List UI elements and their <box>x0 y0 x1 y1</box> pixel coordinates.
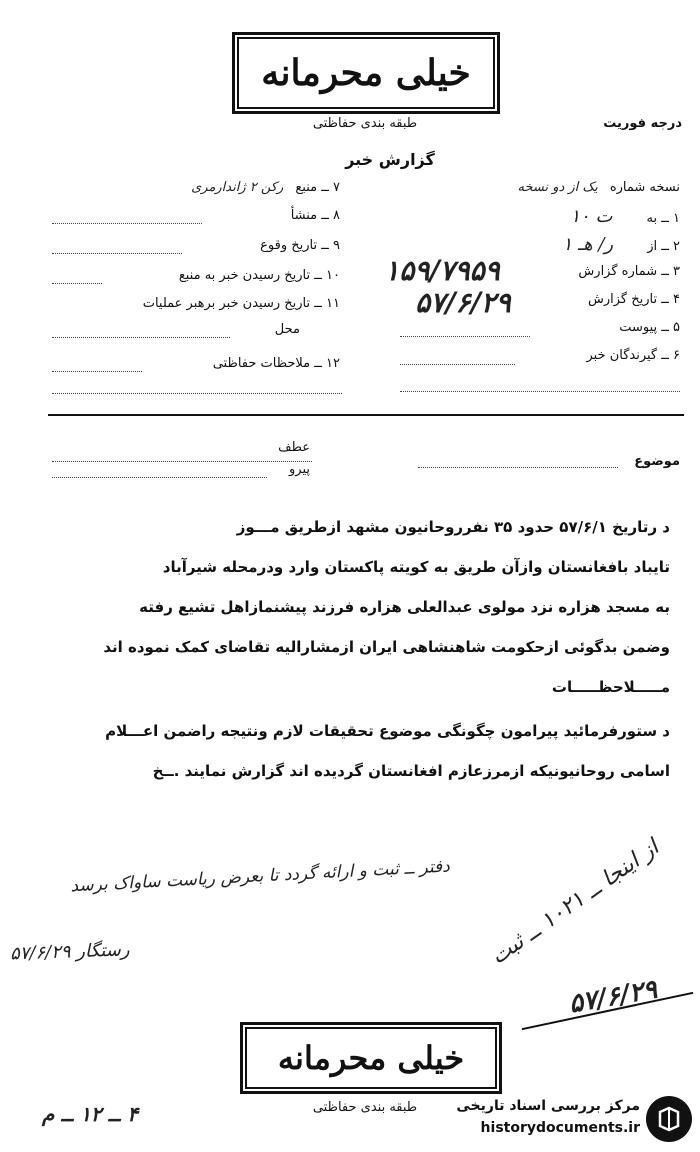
body-line-3: به مسجد هزاره نزد مولوی عبدالعلی هزاره فرزند پیشنمازاهل تشیع رفته <box>139 598 670 616</box>
header-divider <box>48 414 684 416</box>
event-date-dots <box>52 252 182 254</box>
field-news-to-leader-date: ۱۱ ــ تاریخ رسیدن خبر برهبر عملیات <box>142 296 340 311</box>
priority-label: درجه فوریت <box>603 116 682 131</box>
subject-label: موضوع <box>634 454 680 469</box>
origin-dots <box>52 222 202 224</box>
field-event-date: ۹ ــ تاریخ وقوع <box>260 238 340 253</box>
recipients-dots <box>400 363 515 365</box>
security-notes-dots <box>52 370 142 372</box>
handwritten-note-left: دفتر ــ ثبت و ارائه گردد تا بعرض ریاست ساواک برسد <box>69 856 451 897</box>
field-origin: ۸ ــ منشأ <box>290 208 340 223</box>
page-code: ۴ ــ ۱۲ ــ م <box>42 1102 138 1126</box>
field-report-date: ۴ ــ تاریخ گزارش <box>588 292 680 307</box>
top-stamp <box>232 32 500 114</box>
news-to-source-dots <box>52 282 102 284</box>
field-recipients: ۶ ــ گیرندگان خبر <box>586 348 680 363</box>
bottom-stamp-text: خیلی محرمانه <box>277 1039 465 1077</box>
report-number-value: ۱۵۹/۷۹۵۹ <box>384 254 500 287</box>
handwritten-note-left-2: رستگار ۵۷/۶/۲۹ <box>9 939 130 965</box>
atf-label: عطف <box>278 440 310 455</box>
field-attachment: ۵ ــ پیوست <box>619 320 680 335</box>
field-source: ۷ ــ منبع رکن ۲ ژاندارمری <box>191 180 340 195</box>
security-notes-dots-2 <box>52 392 342 394</box>
body-line-4: وضمن بدگوئی ازحکومت شاهنشاهی ایران ازمشارالیه تقاضای کمک نموده اند <box>103 638 670 656</box>
body-line-6: د ستورفرمائید پیرامون چگونگی موضوع تحقیقات لازم ونتیجه راضمن اعـــلام <box>105 722 670 740</box>
body-line-7: اسامی روحانیونیکه ازمرزعازم افغانستان گردیده اند گزارش نمایند .ــخ <box>152 762 670 780</box>
body-line-notes: مـــــلاحظـــــات <box>551 678 670 696</box>
bottom-stamp <box>240 1022 502 1094</box>
watermark <box>440 1094 692 1148</box>
peyro-label: پیرو <box>289 462 310 477</box>
watermark-title: مرکز بررسی اسناد تاریخی <box>456 1098 640 1114</box>
field-security-notes: ۱۲ ــ ملاحظات حفاظتی <box>212 356 340 371</box>
peyro-dots <box>52 476 267 478</box>
location-dots <box>52 336 230 338</box>
attachment-dots <box>400 335 530 337</box>
archive-logo-icon <box>646 1096 692 1142</box>
recipients-dots-2 <box>400 390 680 392</box>
report-date-value: ۵۷/۶/۲۹ <box>415 286 511 319</box>
field-location: محل <box>274 322 300 337</box>
classification-label-bottom: طبقه بندی حفاظتی <box>312 1100 418 1115</box>
body-line-1: د رتاریخ ۵۷/۶/۱ حدود ۳۵ نفرروحانیون مشهد ازطریق مـــوز <box>236 518 670 536</box>
watermark-url: historydocuments.ir <box>480 1120 640 1136</box>
field-from: ۲ ــ از ر/ هـ ۱ <box>562 234 680 255</box>
classification-label-top: طبقه بندی حفاظتی <box>312 116 418 131</box>
handwritten-note-right: از اینجا ــ ۱۰۲۱ ــ ثبت <box>486 835 664 970</box>
handwritten-date-right: ۵۷/۶/۲۹ <box>566 974 660 1020</box>
field-report-number: ۳ ــ شماره گزارش <box>578 264 680 279</box>
report-title: گزارش خبر <box>345 150 435 169</box>
field-to: ۱ ــ به ت ۱۰ <box>570 206 680 227</box>
subject-dots <box>418 466 618 468</box>
body-line-2: تایباد بافغانستان وازآن طریق به کویته پاکستان وارد ودرمحله شیرآباد <box>162 558 670 576</box>
top-stamp-text: خیلی محرمانه <box>261 52 471 94</box>
field-news-to-source-date: ۱۰ ــ تاریخ رسیدن خبر به منبع <box>178 268 340 283</box>
field-copy-number: نسخه شماره یک از دو نسخه <box>517 180 680 195</box>
